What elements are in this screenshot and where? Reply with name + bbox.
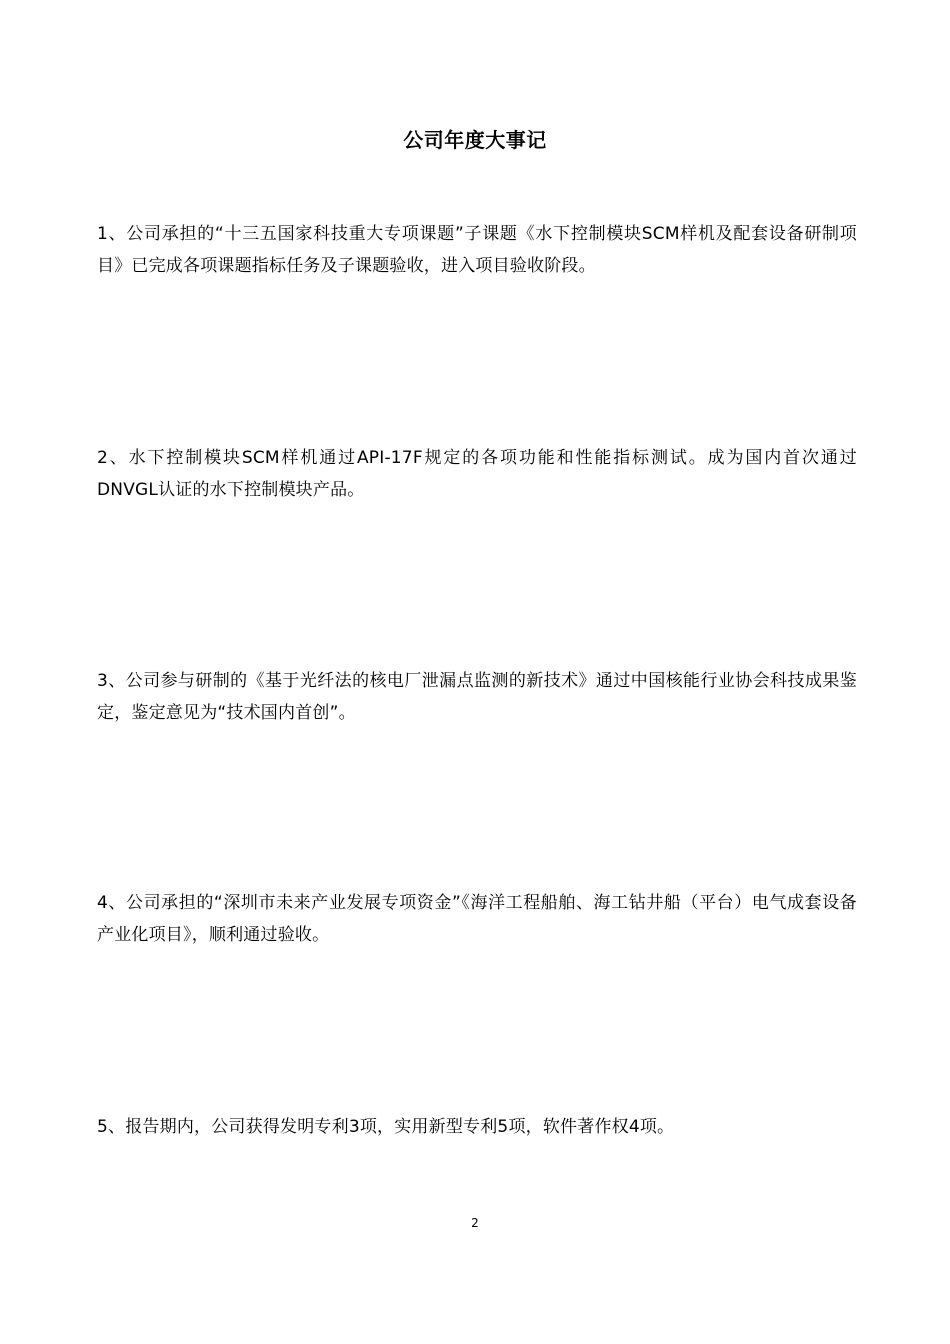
event-item-1: 1、公司承担的“十三五国家科技重大专项课题”子课题《水下控制模块SCM样机及配套设备研制项目》已完成各项课题指标任务及子课题验收，进入项目验收阶段。: [97, 224, 857, 276]
event-item-2: 2、水下控制模块SCM样机通过API-17F规定的各项功能和性能指标测试。成为国内首次通过DNVGL认证的水下控制模块产品。: [97, 448, 857, 500]
page-number: 2: [471, 1216, 479, 1230]
event-item-3: 3、公司参与研制的《基于光纤法的核电厂泄漏点监测的新技术》通过中国核能行业协会科技成果鉴定，鉴定意见为“技术国内首创”。: [97, 671, 857, 723]
event-item-5: 5、报告期内，公司获得发明专利3项，实用新型专利5项，软件著作权4项。: [97, 1117, 675, 1137]
event-item-4: 4、公司承担的“深圳市未来产业发展专项资金”《海洋工程船舶、海工钻井船（平台）电气成套设备产业化项目》，顺利通过验收。: [97, 893, 857, 945]
page-title: 公司年度大事记: [403, 128, 547, 152]
